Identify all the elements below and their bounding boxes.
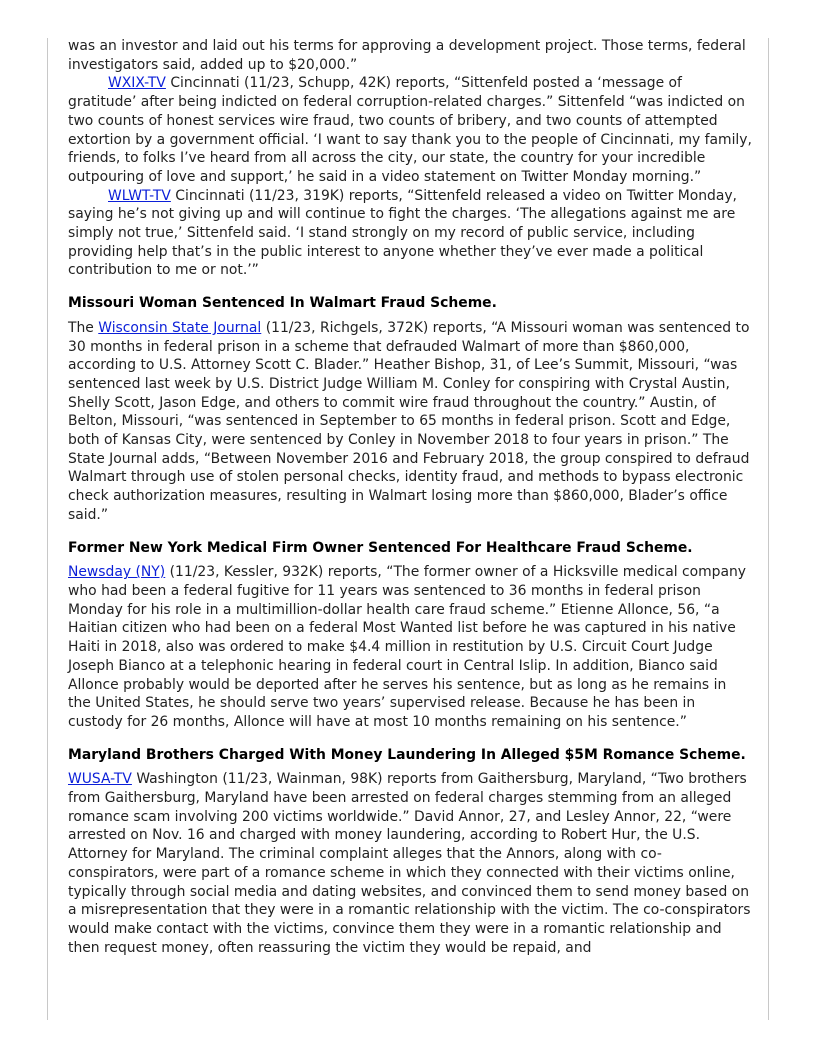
intro-paragraph: was an investor and laid out his terms for approving a development project. Those terms, federal investigators said, added up to $20,000.”	[68, 38, 746, 73]
document-body	[68, 37, 752, 957]
article-heading-walmart: Missouri Woman Sentenced In Walmart Fraud Scheme.	[68, 295, 497, 312]
wlwt-text: Cincinnati (11/23, 319K) reports, “Sittenfeld released a video on Twitter Monday, saying he’s not giving up and will continue to fight the charges. ‘The allegations against me are simply not true,’ Sittenfeld said. ‘I stand strongly on my record of public service, including providing help that’s in the public interest to anyone whether they’ve ever made a political contribution to me or not.’”	[68, 187, 737, 279]
article-text: (11/23, Richgels, 372K) reports, “A Missouri woman was sentenced to 30 months in federal prison in a scheme that defrauded Walmart of more than $860,000, according to U.S. Attorney Scott C. Blader.” Heather Bishop, 31, of Lee’s Summit, Missouri, “was sentenced last week by U.S. District Judge William M. Conley for conspiring with Crystal Austin, Shelly Scott, Jason Edge, and others to commit wire fraud throughout the country.” Austin, of Belton, Missouri, “was sentenced in September to 65 months in federal prison. Scott and Edge, both of Kansas City, were sentenced by Conley in November 2018 to four years in prison.” The State Journal adds, “Between November 2016 and February 2018, the group conspired to defraud Walmart through use of stolen personal checks, identity fraud, and methods to bypass electronic check authorization measures, resulting in Walmart losing more than $860,000, Blader’s office said.”	[68, 319, 750, 523]
article-pre: The	[68, 319, 99, 336]
wlwt-link[interactable]: WLWT-TV	[108, 187, 171, 204]
article-body-healthcare	[68, 563, 752, 731]
article-text: (11/23, Kessler, 932K) reports, “The former owner of a Hicksville medical company who had been a federal fugitive for 11 years was sentenced to 36 months in federal prison Monday for his role in a multimillion-dollar health care fraud scheme.” Etienne Allonce, 56, “a Haitian citizen who had been on a federal Most Wanted list before he was captured in his native Haiti in 2018, also was ordered to make $4.4 million in restitution by U.S. Circuit Court Judge Joseph Bianco at a telephonic hearing in federal court in Central Islip. In addition, Bianco said Allonce probably would be deported after he serves his sentence, but as long as he remains in the United States, he should serve two years’ supervised release. Because he has been in custody for 26 months, Allonce will have at most 10 months remaining on his sentence.”	[68, 564, 746, 730]
right-margin-rule	[768, 38, 769, 1020]
newsday-link[interactable]: Newsday (NY)	[68, 564, 166, 581]
left-margin-rule	[47, 38, 48, 1020]
article-text: Washington (11/23, Wainman, 98K) reports from Gaithersburg, Maryland, “Two brothers from Gaithersburg, Maryland have been arrested on federal charges stemming from an alleged romance scam involving 200 victims worldwide.” David Annor, 27, and Lesley Annor, 22, “were arrested on Nov. 16 and charged with money laundering, according to Robert Hur, the U.S. Attorney for Maryland. The criminal complaint alleges that the Annors, along with co-conspirators, were part of a romance scheme in which they connected with their victims online, typically through social media and dating websites, and convinced them to send money based on a misrepresentation that they were in a romantic relationship with the victim. The co-conspirators would make contact with the victims, convince them they were in a romantic relationship and then request money, often reassuring the victim they would be repaid, and	[68, 771, 751, 956]
wxix-paragraph	[68, 74, 752, 186]
wxix-link[interactable]: WXIX-TV	[108, 75, 166, 92]
wxix-text: Cincinnati (11/23, Schupp, 42K) reports, “Sittenfeld posted a ‘message of gratitude’ after being indicted on federal corruption-related charges.” Sittenfeld “was indicted on two counts of honest services wire fraud, two counts of bribery, and two counts of attempted extortion by a government official. ‘I want to say thank you to the people of Cincinnati, my family, friends, to folks I’ve heard from all across the city, our state, the country for your incredible outpouring of love and support,’ he said in a video statement on Twitter Monday morning.”	[68, 75, 752, 185]
wisconsin-state-journal-link[interactable]: Wisconsin State Journal	[98, 319, 262, 336]
wlwt-paragraph	[68, 187, 752, 281]
article-heading-healthcare: Former New York Medical Firm Owner Sentenced For Healthcare Fraud Scheme.	[68, 539, 693, 556]
article-heading-romance: Maryland Brothers Charged With Money Laundering In Alleged $5M Romance Scheme.	[68, 746, 746, 763]
wusa-link[interactable]: WUSA-TV	[68, 771, 132, 788]
article-body-walmart	[68, 319, 752, 525]
article-body-romance	[68, 770, 752, 957]
